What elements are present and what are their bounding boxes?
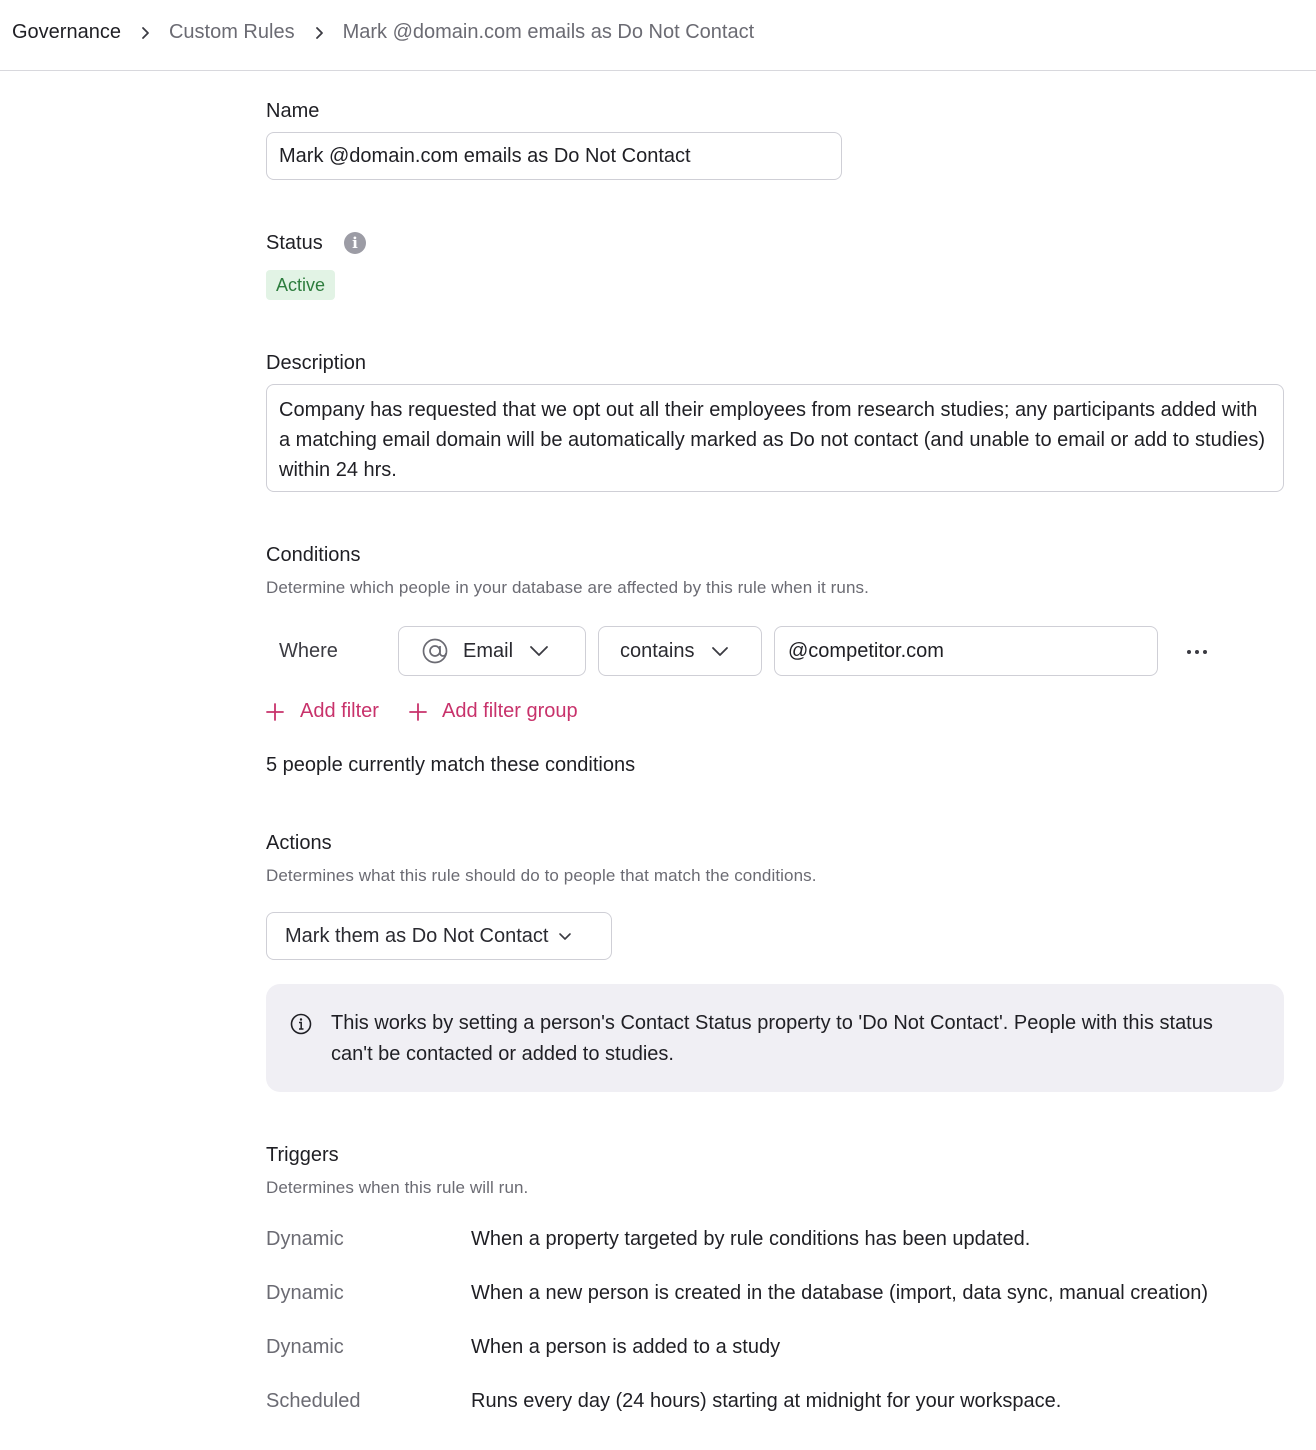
chevron-right-icon xyxy=(121,26,169,40)
match-count-text: 5 people currently match these conditions xyxy=(266,754,636,776)
trigger-row xyxy=(266,1228,1284,1256)
chevron-right-icon xyxy=(295,26,343,40)
where-label: Where xyxy=(279,640,338,662)
chevron-down-icon xyxy=(529,645,549,657)
trigger-row xyxy=(266,1336,1284,1364)
action-select[interactable] xyxy=(266,912,612,960)
conditions-heading: Conditions xyxy=(266,544,361,566)
status-badge: Active xyxy=(266,270,335,300)
trigger-type: Dynamic xyxy=(266,1228,344,1250)
description-label: Description xyxy=(266,352,367,374)
breadcrumb-current-rule: Mark @domain.com emails as Do Not Contact xyxy=(342,21,755,43)
actions-heading: Actions xyxy=(266,832,332,854)
triggers-subtitle: Determines when this rule will run. xyxy=(266,1178,529,1197)
trigger-description: When a new person is created in the database (import, data sync, manual creation) xyxy=(471,1282,1209,1304)
action-select-value: Mark them as Do Not Contact xyxy=(285,924,549,947)
trigger-description: When a property targeted by rule conditions has been updated. xyxy=(471,1228,1031,1250)
actions-subtitle: Determines what this rule should do to people that match the conditions. xyxy=(266,866,817,885)
add-filter-button[interactable] xyxy=(266,700,379,723)
trigger-type: Dynamic xyxy=(266,1336,344,1358)
trigger-description: When a person is added to a study xyxy=(471,1336,781,1358)
plus-icon xyxy=(266,703,284,721)
breadcrumb xyxy=(0,0,1316,71)
breadcrumb-custom-rules[interactable]: Custom Rules xyxy=(168,21,295,43)
plus-icon xyxy=(409,703,427,721)
name-input[interactable]: Mark @domain.com emails as Do Not Contact xyxy=(266,132,842,180)
action-info-text: This works by setting a person's Contact Status property to 'Do Not Contact'. People with this status can't be contacted or added to studies. xyxy=(331,1012,1213,1065)
trigger-row xyxy=(266,1282,1284,1310)
trigger-type: Scheduled xyxy=(266,1390,361,1412)
breadcrumb-governance[interactable]: Governance xyxy=(12,21,121,43)
trigger-row xyxy=(266,1390,1284,1418)
trigger-type: Dynamic xyxy=(266,1282,344,1304)
name-label: Name xyxy=(266,100,320,122)
add-filter-label: Add filter xyxy=(300,700,379,722)
action-info-notice xyxy=(266,984,1284,1092)
chevron-down-icon xyxy=(711,646,729,657)
status-label: Status xyxy=(266,232,323,254)
more-options-icon[interactable] xyxy=(1182,638,1212,666)
operator-select[interactable] xyxy=(598,626,762,676)
triggers-heading: Triggers xyxy=(266,1144,339,1166)
info-circle-icon xyxy=(290,1013,312,1035)
add-filter-group-button[interactable] xyxy=(409,700,578,723)
description-textarea[interactable]: Company has requested that we opt out all their employees from research studies; any participants added with a matching email domain will be automatically marked as Do not contact (and unable to email or add to studies) within 24 hrs. xyxy=(266,384,1284,492)
condition-value-input[interactable]: @competitor.com xyxy=(774,626,1158,676)
trigger-description: Runs every day (24 hours) starting at midnight for your workspace. xyxy=(471,1390,1062,1412)
operator-select-value: contains xyxy=(620,639,695,662)
conditions-subtitle: Determine which people in your database are affected by this rule when it runs. xyxy=(266,578,869,597)
info-icon[interactable]: i xyxy=(344,232,366,254)
field-select[interactable] xyxy=(398,626,586,676)
add-filter-group-label: Add filter group xyxy=(442,700,578,722)
chevron-down-icon xyxy=(558,932,572,941)
field-select-value: Email xyxy=(463,639,514,662)
at-sign-icon xyxy=(421,637,449,665)
